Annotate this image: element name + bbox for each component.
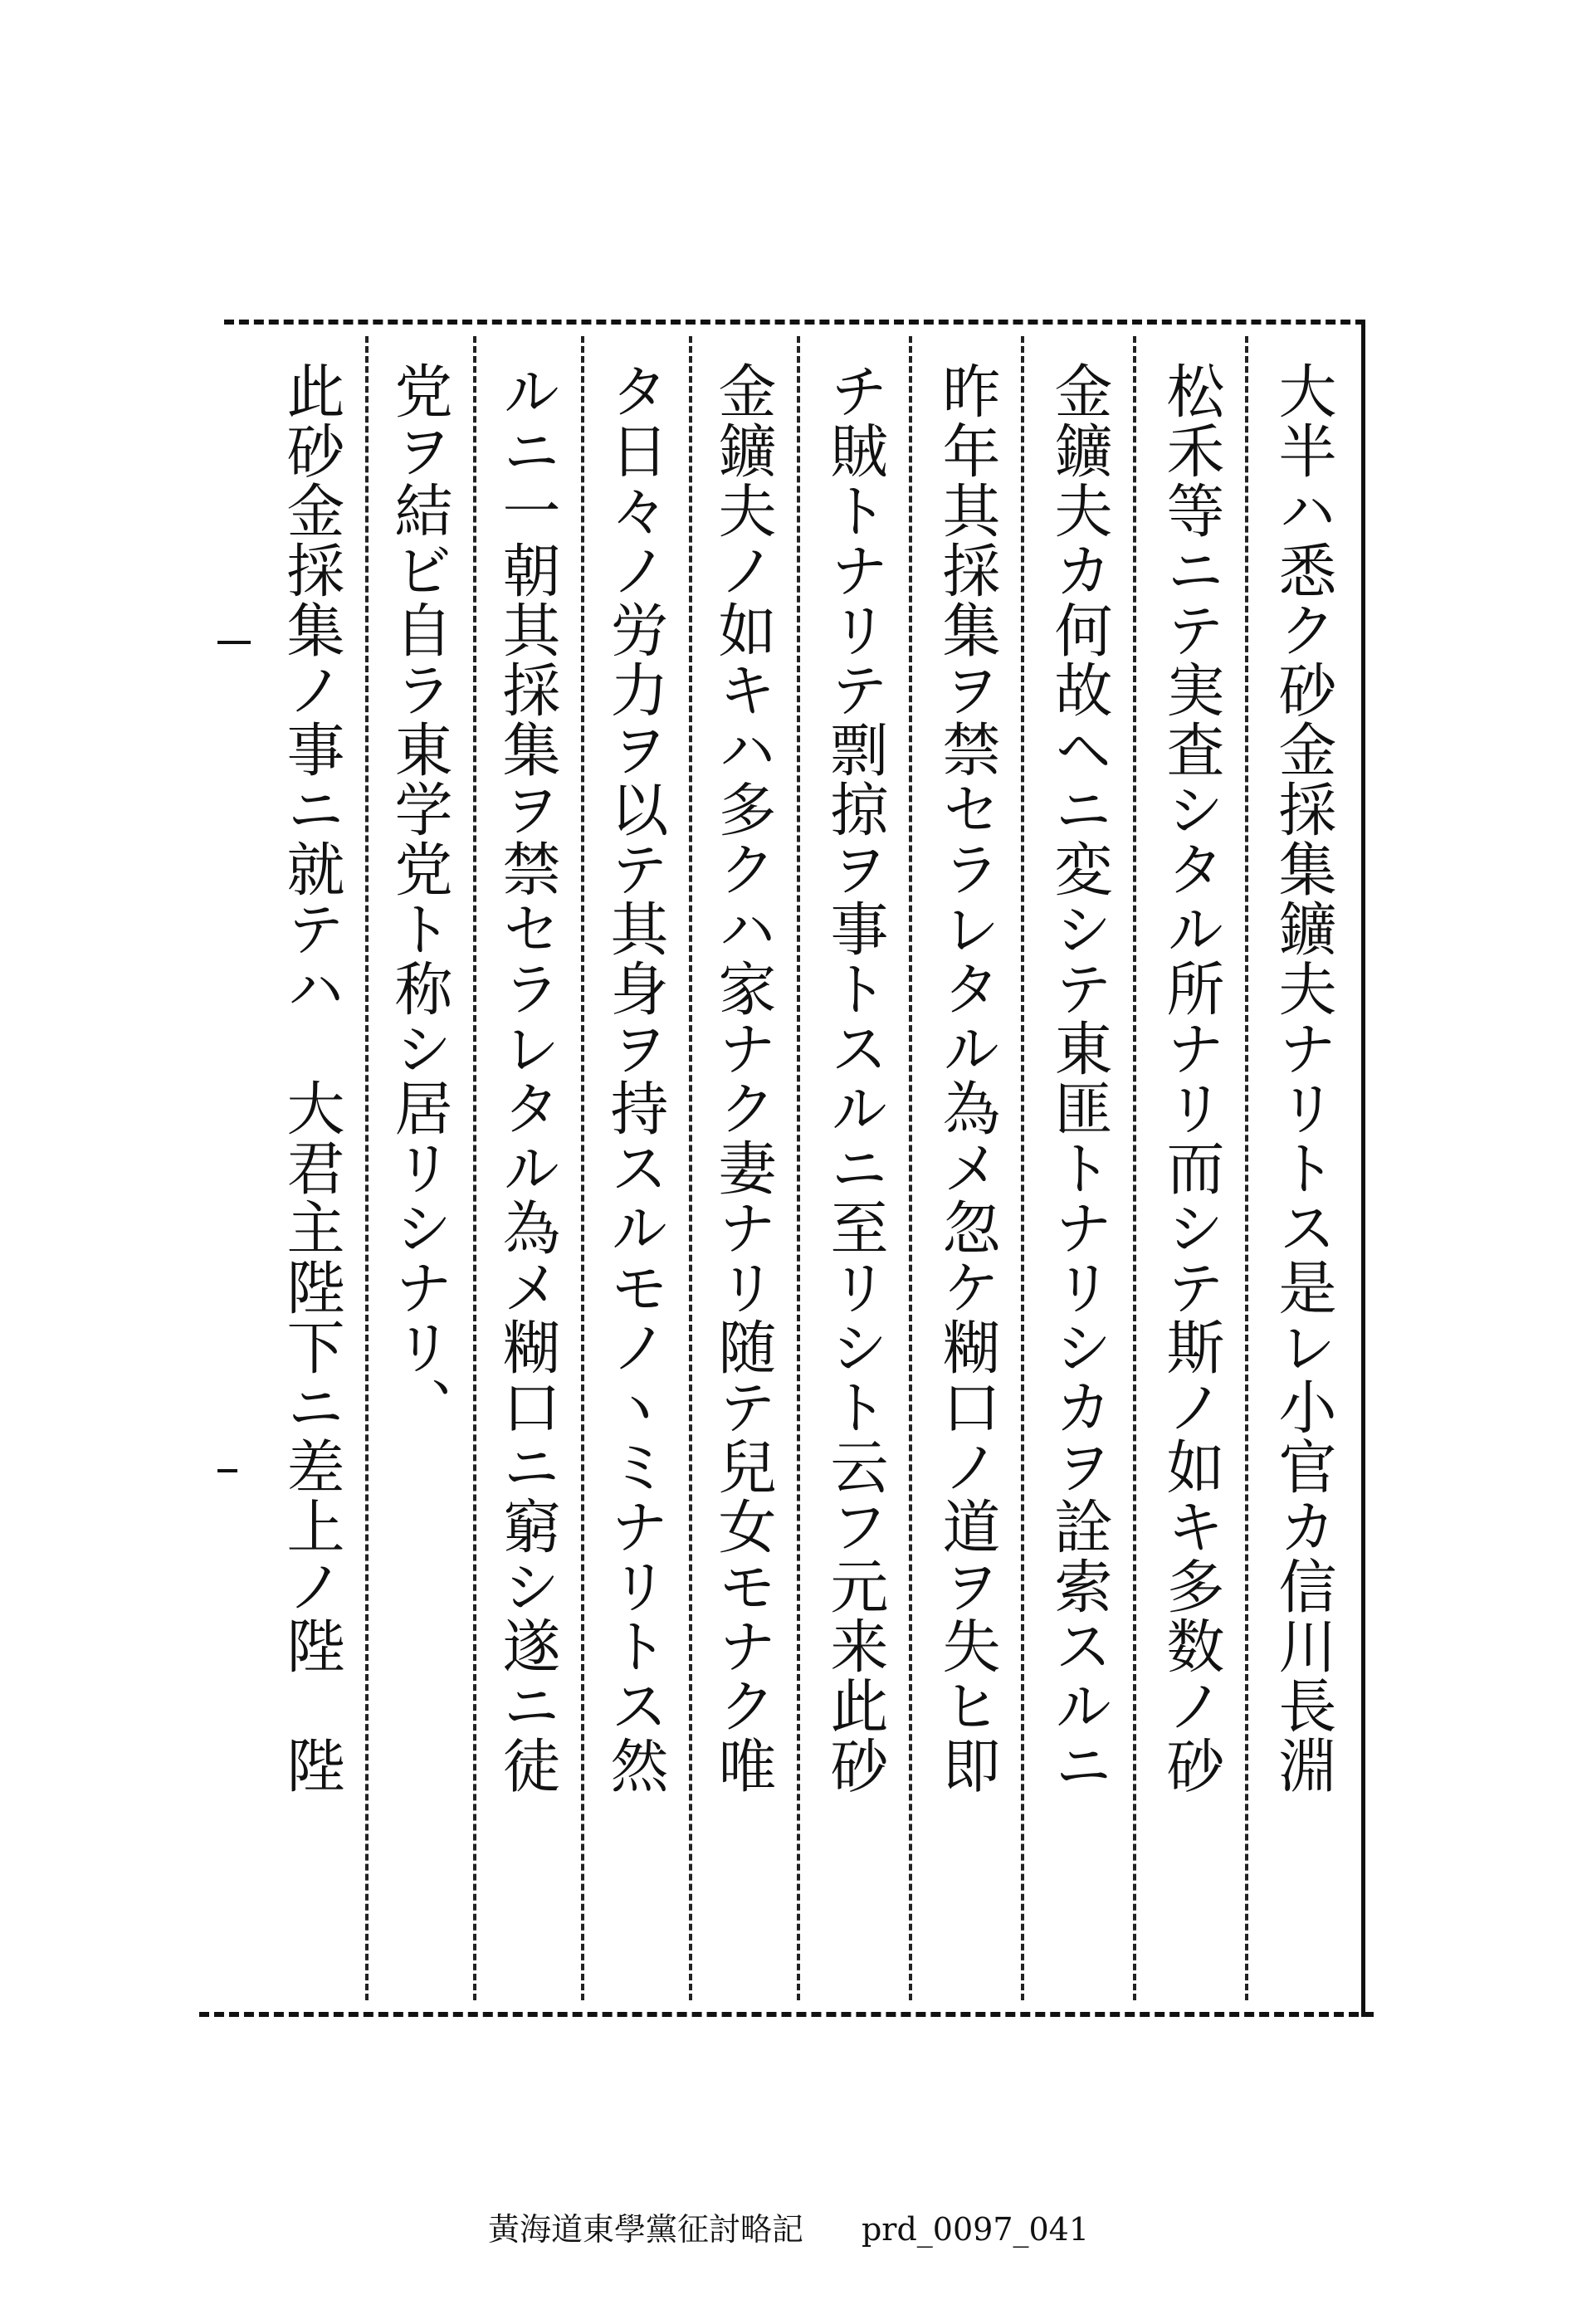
top-rule bbox=[224, 320, 1365, 325]
column-divider bbox=[1245, 336, 1248, 2000]
text-column-7 bbox=[581, 353, 689, 1992]
text-column-6 bbox=[689, 353, 797, 1992]
column-divider bbox=[473, 336, 476, 2000]
column-text-4: 昨年其採集ヲ禁セラレタル為メ忽ケ糊口ノ道ヲ失ヒ即 bbox=[933, 361, 1001, 1795]
column-text-1: 大半ハ悉ク砂金採集鑛夫ナリトス是レ小官カ信川長淵 bbox=[1269, 361, 1337, 1795]
column-text-8: ルニ一朝其採集ヲ禁セラレタル為メ糊口ニ窮シ遂ニ徒 bbox=[493, 361, 561, 1795]
column-divider bbox=[581, 336, 584, 2000]
column-text-7: タ日々ノ労力ヲ以テ其身ヲ持スルモノヽミナリトス然 bbox=[601, 361, 669, 1795]
column-divider bbox=[797, 336, 800, 2000]
margin-mark bbox=[217, 641, 251, 644]
manuscript-frame bbox=[224, 320, 1365, 2017]
page-footer bbox=[0, 2204, 1577, 2249]
bottom-rule bbox=[199, 2012, 1374, 2017]
column-divider bbox=[909, 336, 912, 2000]
column-divider bbox=[689, 336, 692, 2000]
text-column-5 bbox=[801, 353, 909, 1992]
column-divider bbox=[365, 336, 369, 2000]
text-column-2 bbox=[1137, 353, 1245, 1992]
footer-id: prd_0097_041 bbox=[861, 2211, 1090, 2248]
column-divider bbox=[1021, 336, 1024, 2000]
text-column-10 bbox=[257, 353, 365, 1992]
right-rule bbox=[1361, 320, 1365, 2017]
margin-mark bbox=[217, 1469, 237, 1472]
column-text-5: チ賊トナリテ剽掠ヲ事トスルニ至リシト云フ元来此砂 bbox=[821, 361, 889, 1795]
column-text-6: 金鑛夫ノ如キハ多クハ家ナク妻ナリ随テ兒女モナク唯 bbox=[709, 361, 777, 1795]
column-text-10: 此砂金採集ノ事ニ就テハ 大君主陛下ニ差上ノ陛 陛 bbox=[277, 361, 345, 1795]
text-column-4 bbox=[913, 353, 1021, 1992]
column-text-3: 金鑛夫カ何故ヘニ変シテ東匪トナリシカヲ詮索スルニ bbox=[1045, 361, 1113, 1795]
column-text-2: 松禾等ニテ実査シタル所ナリ而シテ斯ノ如キ多数ノ砂 bbox=[1157, 361, 1225, 1795]
column-divider bbox=[1133, 336, 1136, 2000]
text-column-9 bbox=[365, 353, 473, 1992]
text-column-1 bbox=[1249, 353, 1357, 1992]
text-column-3 bbox=[1025, 353, 1133, 1992]
footer-title: 黃海道東學黨征討略記 bbox=[487, 2211, 803, 2248]
column-text-9: 党ヲ結ビ自ラ東学党ト称シ居リシナリ、 bbox=[385, 361, 453, 1437]
text-column-8 bbox=[473, 353, 581, 1992]
